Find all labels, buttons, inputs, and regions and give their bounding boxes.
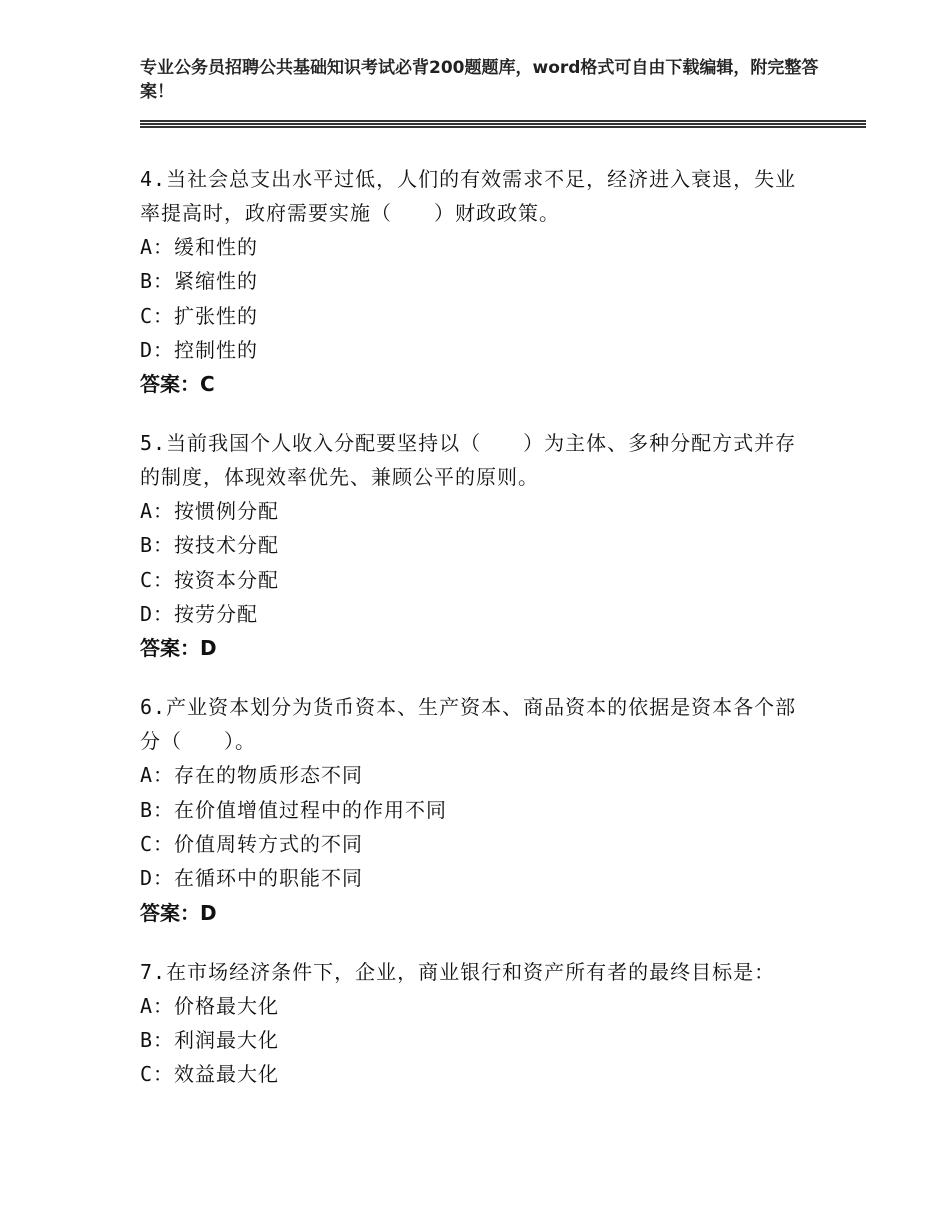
question-4 (140, 162, 800, 401)
option-c: C：扩张性的 (140, 303, 259, 328)
option-c: C：按资本分配 (140, 567, 280, 592)
header-rule-bottom (140, 126, 866, 128)
option-a: A：存在的物质形态不同 (140, 763, 364, 788)
option-a: A：价格最大化 (140, 993, 280, 1018)
question-stem: 5.当前我国个人收入分配要坚持以（ ）为主体、多种分配方式并存的制度，体现效率优先、兼顾公平的原则。 (140, 431, 797, 490)
question-5 (140, 426, 800, 665)
option-c: C：效益最大化 (140, 1062, 280, 1087)
header-rule-middle (140, 123, 866, 125)
answer: 答案：D (140, 900, 217, 925)
question-list (140, 162, 800, 1116)
option-a: A：按惯例分配 (140, 499, 280, 524)
option-b: B：按技术分配 (140, 533, 280, 558)
answer: 答案：D (140, 636, 217, 661)
question-6 (140, 690, 800, 929)
option-d: D：在循环中的职能不同 (140, 866, 364, 891)
option-b: B：利润最大化 (140, 1027, 280, 1052)
page-header: 专业公务员招聘公共基础知识考试必背200题题库，word格式可自由下载编辑，附完整答案！ (140, 58, 819, 102)
answer: 答案：C (140, 372, 215, 397)
option-b: B：在价值增值过程中的作用不同 (140, 797, 448, 822)
question-7 (140, 955, 800, 1092)
question-stem: 7.在市场经济条件下，企业，商业银行和资产所有者的最终目标是： (140, 959, 776, 984)
option-b: B：紧缩性的 (140, 269, 259, 294)
option-a: A：缓和性的 (140, 235, 259, 259)
question-stem: 4.当社会总支出水平过低，人们的有效需求不足，经济进入衰退，失业率提高时，政府需要实施（ ）财政政策。 (140, 167, 797, 225)
question-stem: 6.产业资本划分为货币资本、生产资本、商品资本的依据是资本各个部分（ ）。 (140, 695, 797, 754)
option-d: D：按劳分配 (140, 602, 259, 627)
header-rule-top (140, 120, 866, 122)
option-c: C：价值周转方式的不同 (140, 831, 364, 856)
option-d: D：控制性的 (140, 337, 259, 362)
